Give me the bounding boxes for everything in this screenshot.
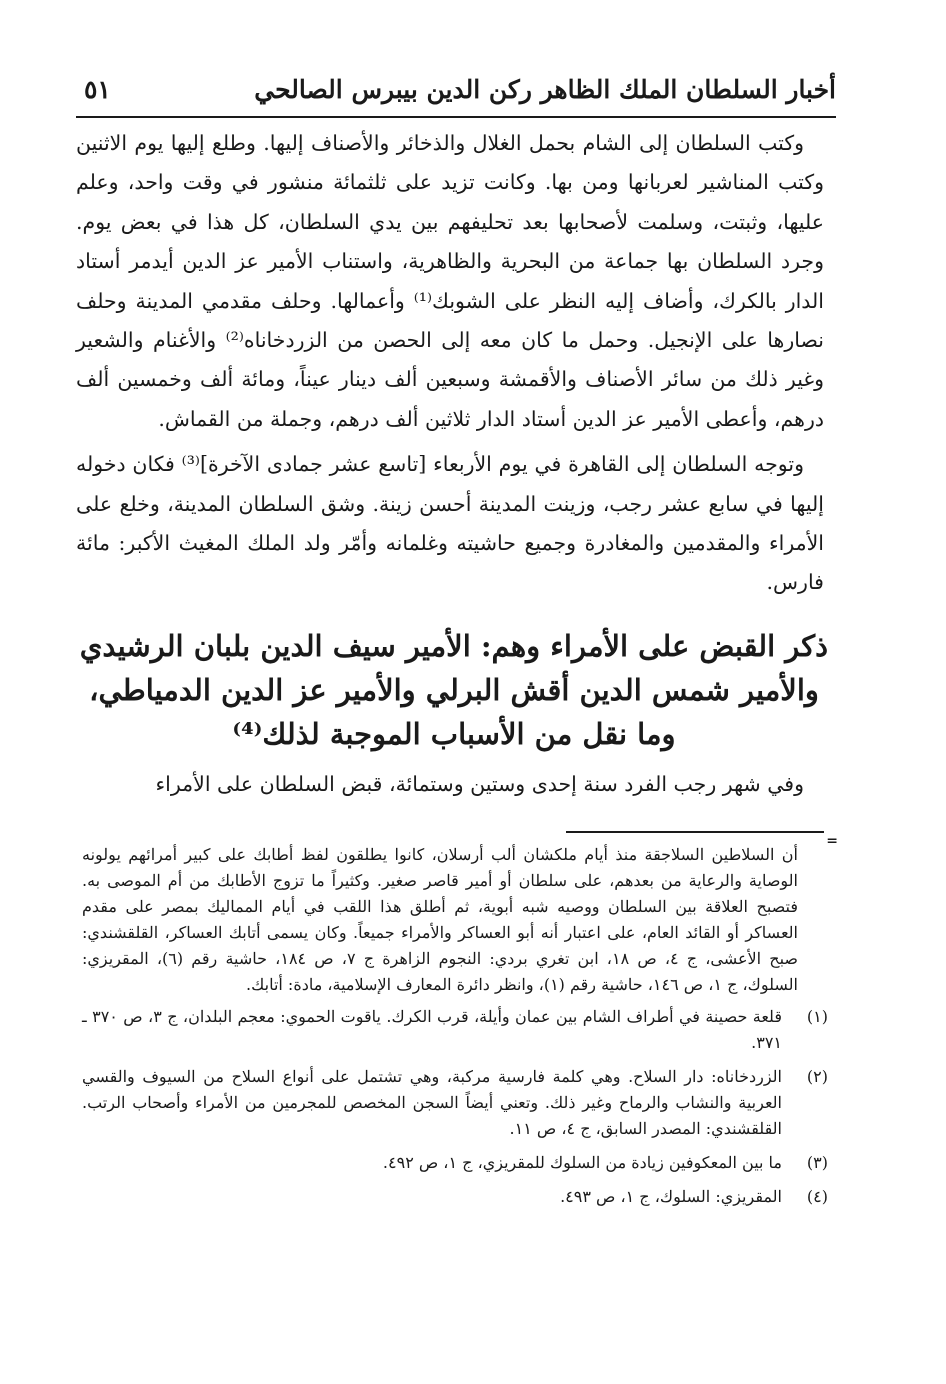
footnote-separator: [566, 831, 824, 833]
page-header: [76, 66, 836, 118]
main-text: [76, 124, 824, 603]
paragraph: وفي شهر رجب الفرد سنة إحدى وستين وستمائة، قبض السلطان على الأمراء: [155, 772, 804, 796]
footnotes: [82, 842, 828, 1218]
footnote-text: قلعة حصينة في أطراف الشام بين عمان وأيلة، قرب الكرك. ياقوت الحموي: معجم البلدان، ج ٣، ص ٣٧٠ ـ ٣٧١.: [82, 1007, 783, 1052]
footnote-text: المقريزي: السلوك، ج ١، ص ٤٩٣.: [560, 1187, 782, 1206]
page-number: ٥١: [84, 75, 111, 104]
section-body: [76, 764, 824, 804]
footnote-number: (٢): [806, 1067, 828, 1086]
continuation-mark: =: [826, 833, 838, 849]
footnote: [82, 1064, 828, 1142]
footnote: [82, 1150, 828, 1176]
section-heading: [80, 624, 828, 756]
heading-line: وما نقل من الأسباب الموجبة لذلك⁽⁴⁾: [232, 717, 676, 751]
footnote: [82, 1004, 828, 1056]
running-title: أخبار السلطان الملك الظاهر ركن الدين بيبرس الصالحي: [254, 75, 836, 104]
footnote-number: (٤): [806, 1187, 828, 1206]
footnote-text: الزردخاناه: دار السلاح. وهي كلمة فارسية مركبة، وهي تشتمل على أنواع السلاح من السيوف والقسي العربية والنشاب والرماح وغير ذلك. وتعني أيضاً السجن المخصص للمجرمين من الأمراء وأصحاب الرتب. القلقشندي: المصدر السابق، ج ٤، ص ١١.: [82, 1067, 782, 1138]
paragraph: وكتب السلطان إلى الشام بحمل الغلال والذخائر والأصناف إليها. وطلع إليها يوم الاثنين وكتب المناشير لعربانها ومن بها. وكانت تزيد على ثلثمائة منشور في وقت واحد، وعلم عليها، وثبتت، وسلمت لأصحابها بعد تحليفهم بين يدي السلطان، كل هذا في بعض يوم. وجرد السلطان بها جماعة من البحرية والظاهرية، واستناب الأمير عز الدين أيدمر أستاد الدار بالكرك، وأضاف إليه النظر على الشوبك⁽¹⁾ وأعمالها. وحلف مقدمي المدينة وحلف نصارها على الإنجيل. وحمل ما كان معه إلى الحصن من الزردخاناه⁽²⁾ والأغنام والشعير وغير ذلك من سائر الأصناف والأقمشة وسبعين ألف دينار عيناً، ومائة ألف وخمسين ألف درهم، وأعطى الأمير عز الدين أستاد الدار ثلاثين ألف درهم، وجملة من القماش.: [76, 131, 824, 431]
footnote-text: ما بين المعكوفين زيادة من السلوك للمقريزي، ج ١، ص ٤٩٢.: [382, 1153, 782, 1172]
paragraph: وتوجه السلطان إلى القاهرة في يوم الأربعاء [تاسع عشر جمادى الآخرة]⁽³⁾ فكان دخوله إليها في سابع عشر رجب، وزينت المدينة أحسن زينة. وشق السلطان المدينة، وخلع على الأمراء والمقدمين والمغادرة وجميع حاشيته وغلمانه وأمّر ولد الملك المغيث الأكبر: مائة فارس.: [76, 452, 824, 595]
heading-line: ذكر القبض على الأمراء وهم: الأمير سيف الدين بلبان الرشيدي: [79, 629, 828, 663]
footnote: [82, 1184, 828, 1210]
heading-line: والأمير شمس الدين أقش البرلي والأمير عز الدين الدمياطي،: [89, 673, 819, 707]
footnote-number: (١): [806, 1007, 828, 1026]
footnote-continuation: أن السلاطين السلاجقة منذ أيام ملكشان ألب أرسلان، كانوا يطلقون لفظ أطابك على كبير أمرائهم يولونه الوصاية والرعاية من بعدهم، على سلطان أو أمير قاصر صغير. وكثيراً ما تزوج الأطابك من أم الموصى به. فتصبح العلاقة بين السلطان ووصيه شبه أبوية، ثم أطلق هذا اللقب في أيام المماليك بمصر على مقدم العساكر أو القائد العام، على اعتبار أنه أبو العساكر والأمراء جميعاً. وكان يسمى أتابك العساكر، القلقشندي: صبح الأعشى، ج ٤، ص ١٨، ابن تغري بردي: النجوم الزاهرة ج ٧، ص ١٨٤، حاشية رقم (٦)، المقريزي: السلوك، ج ١، ص ١٤٦، حاشية رقم (١)، وانظر دائرة المعارف الإسلامية، مادة: أتابك.: [82, 845, 799, 994]
footnote-number: (٣): [806, 1153, 828, 1172]
